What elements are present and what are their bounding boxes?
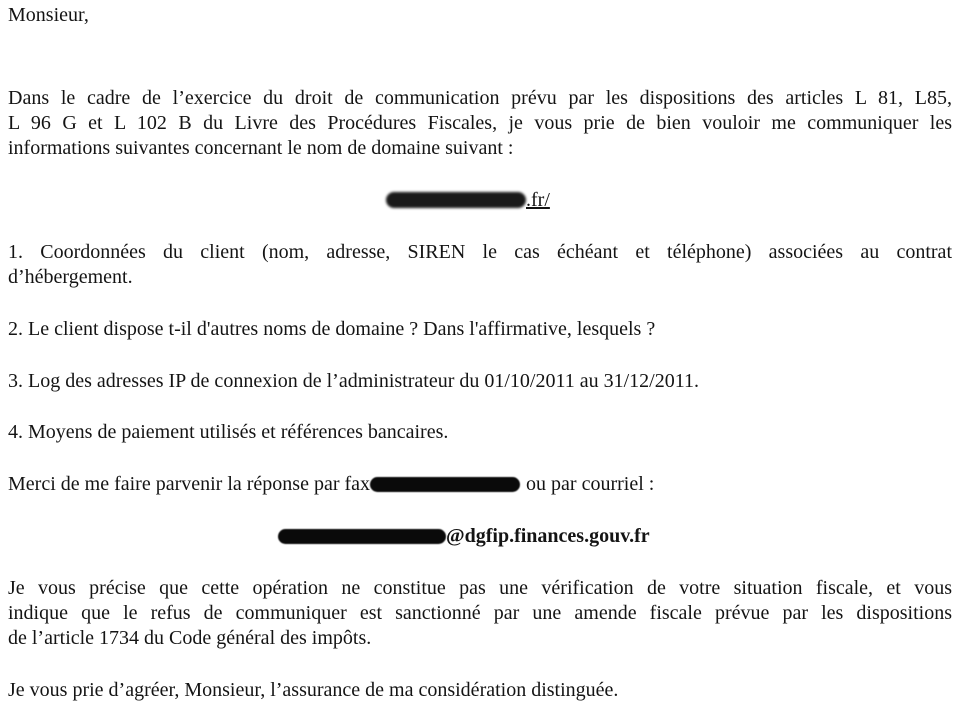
intro-line-1: Dans le cadre de l’exercice du droit de communication prévu par les dispositions des articles L 81, L85,	[8, 87, 952, 109]
notice-line-2: indique que le refus de communiquer est sanctionné par une amende fiscale prévue par les dispositions	[8, 602, 952, 624]
item-3: 3. Log des adresses IP de connexion de l’administrateur du 01/10/2011 au 31/12/2011.	[8, 370, 699, 392]
item-1-line-2: d’hébergement.	[8, 266, 133, 288]
item-2: 2. Le client dispose t-il d'autres noms de domaine ? Dans l'affirmative, lesquels ?	[8, 318, 656, 340]
domain-name	[386, 187, 550, 214]
domain-suffix: .fr/	[526, 189, 550, 211]
intro-line-2: L 96 G et L 102 B du Livre des Procédures Fiscales, je vous prie de bien vouloir me communiquer les	[8, 112, 952, 134]
fax-redaction	[370, 477, 520, 492]
intro-line-3: informations suivantes concernant le nom de domaine suivant :	[8, 137, 514, 159]
email-redaction	[278, 529, 446, 544]
closing: Je vous prie d’agréer, Monsieur, l’assurance de ma considération distinguée.	[8, 679, 619, 701]
reply-request	[8, 471, 654, 498]
item-1-line-1: 1. Coordonnées du client (nom, adresse, SIREN le cas échéant et téléphone) associées au contrat	[8, 241, 952, 263]
email-suffix: @dgfip.finances.gouv.fr	[446, 525, 650, 547]
notice-line-1: Je vous précise que cette opération ne constitue pas une vérification de votre situation fiscale, et vous	[8, 577, 952, 599]
domain-redaction	[386, 192, 526, 208]
notice-line-3: de l’article 1734 du Code général des impôts.	[8, 627, 372, 649]
reply-after-fax: ou par courriel :	[526, 473, 655, 495]
item-4: 4. Moyens de paiement utilisés et références bancaires.	[8, 421, 449, 443]
email-address	[278, 523, 650, 550]
salutation: Monsieur,	[8, 4, 89, 26]
reply-before-fax: Merci de me faire parvenir la réponse par fax	[8, 473, 371, 495]
